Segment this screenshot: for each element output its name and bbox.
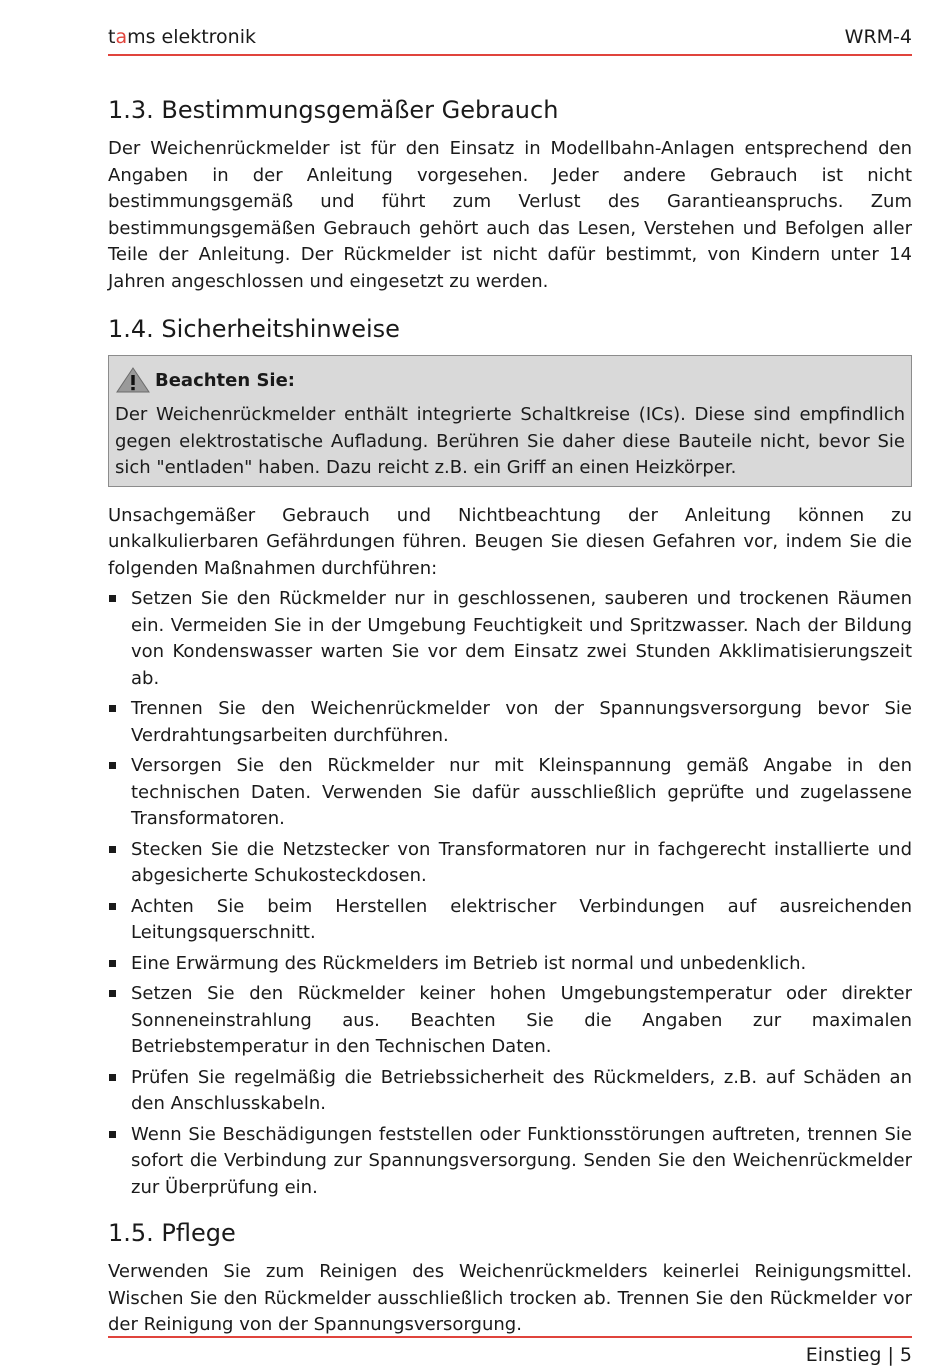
brand-accent: a <box>115 26 128 48</box>
list-item <box>108 753 912 833</box>
section-safety <box>108 311 912 1201</box>
list-item <box>108 1065 912 1118</box>
page-footer <box>108 1336 912 1366</box>
page-content <box>108 92 912 1339</box>
bullet-icon <box>109 1074 116 1081</box>
warning-icon <box>115 366 151 394</box>
brand-prefix: t <box>108 26 116 48</box>
document-id: WRM-4 <box>844 26 912 48</box>
safety-intro: Unsachgemäßer Gebrauch und Nichtbeachtung der Anleitung können zu unkalkulierbaren Gefährdungen führen. Beugen Sie diesen Gefahren vor, indem Sie die folgenden Maßnahmen durchführen: <box>108 504 912 579</box>
list-item <box>108 951 912 978</box>
list-item-text: Versorgen Sie den Rückmelder nur mit Kleinspannung gemäß Angabe in den technischen Daten. Verwenden Sie dafür ausschließlich geprüfte und zugelassene Transformatoren. <box>131 755 912 829</box>
brand-suffix: ms elektronik <box>127 26 257 48</box>
bullet-icon <box>109 705 116 712</box>
section-body: Der Weichenrückmelder ist für den Einsatz in Modellbahn-Anlagen entsprechend den Angaben in der Anleitung vorgesehen. Jeder andere Gebrauch ist nicht bestimmungsgemäß und führt zum Verlust des Garantieanspruchs. Zum bestimmungsgemäßen Gebrauch gehört auch das Lesen, Verstehen und Befolgen aller Teile der Anleitung. Der Rückmelder ist nicht dafür bestimmt, von Kindern unter 14 Jahren angeschlossen und eingesetzt zu werden. <box>108 138 912 292</box>
bullet-icon <box>109 990 116 997</box>
bullet-icon <box>109 1131 116 1138</box>
section-title: 1.4. Sicherheitshinweise <box>108 315 400 343</box>
section-intended-use <box>108 92 912 295</box>
list-item-text: Wenn Sie Beschädigungen feststellen oder Funktionsstörungen auftreten, trennen Sie sofort die Verbindung zur Spannungsversorgung. Senden Sie den Weichenrückmelder zur Überprüfung ein. <box>131 1123 912 1198</box>
note-header <box>115 366 905 394</box>
list-item-text: Eine Erwärmung des Rückmelders im Betrieb ist normal und unbedenklich. <box>131 952 807 974</box>
list-item-text: Achten Sie beim Herstellen elektrischer Verbindungen auf ausreichenden Leitungsquerschnitt. <box>131 895 912 943</box>
bullet-icon <box>109 903 116 910</box>
warning-note <box>108 355 912 487</box>
list-item <box>108 586 912 692</box>
page-header <box>108 26 912 56</box>
safety-list <box>108 586 912 1201</box>
list-item <box>108 696 912 749</box>
bullet-icon <box>109 960 116 967</box>
note-body: Der Weichenrückmelder enthält integrierte Schaltkreise (ICs). Diese sind empfindlich gegen elektrostatische Aufladung. Berühren Sie daher diese Bauteile nicht, bevor Sie sich "entladen" haben. Dazu reicht z.B. ein Griff an einen Heizkörper. <box>115 404 905 478</box>
note-title: Beachten Sie: <box>155 369 295 391</box>
section-care <box>108 1215 912 1339</box>
list-item-text: Stecken Sie die Netzstecker von Transformatoren nur in fachgerecht installierte und abgesicherte Schukosteckdosen. <box>131 838 912 886</box>
list-item-text: Trennen Sie den Weichenrückmelder von der Spannungsversorgung bevor Sie Verdrahtungsarbeiten durchführen. <box>131 698 912 746</box>
list-item <box>108 1122 912 1202</box>
list-item-text: Setzen Sie den Rückmelder keiner hohen Umgebungstemperatur oder direkter Sonneneinstrahlung aus. Beachten Sie die Angaben zur maximalen Betriebstemperatur in den Technischen Daten. <box>131 983 912 1057</box>
list-item <box>108 981 912 1061</box>
section-body: Verwenden Sie zum Reinigen des Weichenrückmelders keinerlei Reinigungsmittel. Wischen Sie den Rückmelder ausschließlich trocken ab. Trennen Sie den Rückmelder vor der Reinigung von der Spannungsversorgung. <box>108 1261 912 1335</box>
section-title: 1.5. Pflege <box>108 1219 236 1247</box>
list-item-text: Prüfen Sie regelmäßig die Betriebssicherheit des Rückmelders, z.B. auf Schäden an den Anschlusskabeln. <box>131 1066 912 1114</box>
bullet-icon <box>109 846 116 853</box>
footer-page-label: Einstieg | 5 <box>805 1344 912 1366</box>
bullet-icon <box>109 595 116 602</box>
list-item <box>108 894 912 947</box>
bullet-icon <box>109 762 116 769</box>
list-item-text: Setzen Sie den Rückmelder nur in geschlossenen, sauberen und trockenen Räumen ein. Vermeiden Sie in der Umgebung Feuchtigkeit und Spritzwasser. Nach der Bildung von Kondenswasser warten Sie vor dem Einsatz zwei Stunden Akklimatisierungszeit ab. <box>131 588 912 689</box>
section-title: 1.3. Bestimmungsgemäßer Gebrauch <box>108 96 559 124</box>
list-item <box>108 837 912 890</box>
brand-logo <box>108 26 256 48</box>
